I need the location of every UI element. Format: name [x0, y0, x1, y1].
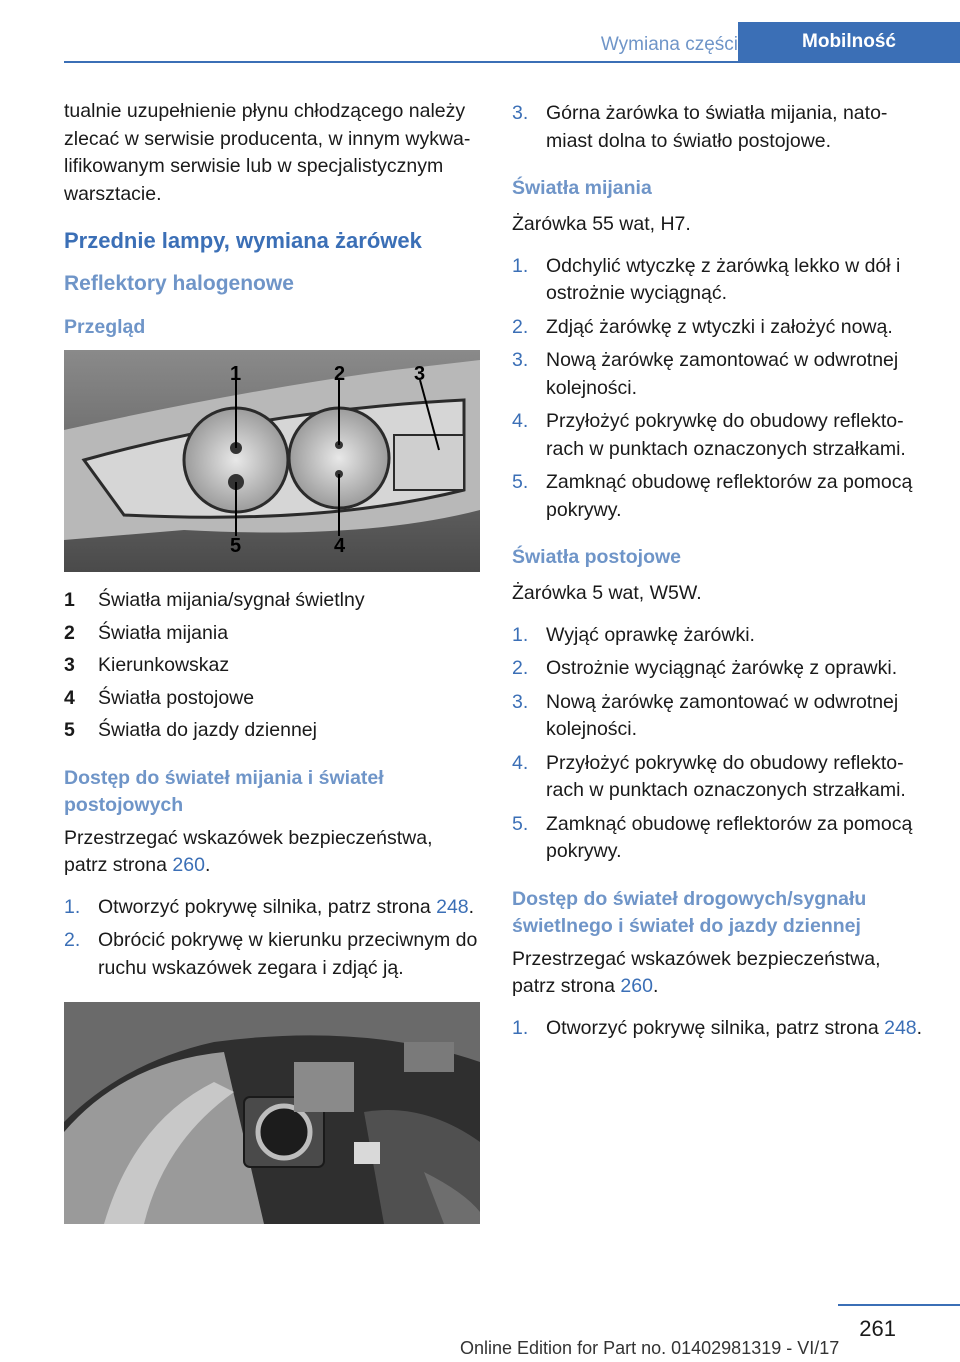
- safety-text: Przestrzegać wskazówek bezpieczeństwa, patrz strona: [64, 826, 433, 876]
- page-link[interactable]: 260: [620, 975, 653, 997]
- step-body: Otworzyć pokrywę silnika, patrz strona: [98, 895, 437, 918]
- parking-light-steps: [512, 622, 926, 866]
- heading-access-low-beam: Dostęp do świateł mijania i świateł postojowych: [64, 766, 384, 816]
- legend-number: 1: [64, 589, 75, 611]
- page-footer: [0, 1300, 960, 1362]
- legend-number: 3: [64, 654, 75, 676]
- legend-number: 5: [64, 719, 75, 741]
- legend-row: [64, 617, 480, 650]
- legend-text: Światła mijania: [98, 621, 229, 644]
- step-number: 5.: [512, 471, 529, 493]
- step-text: Zamknąć obudowę reflektorów za pomocą pokrywy.: [546, 812, 913, 862]
- step-number: 2.: [64, 929, 81, 951]
- safety-note: [64, 825, 480, 880]
- step-number: 1.: [512, 1016, 529, 1039]
- header-chapter-tab: Mobilność: [738, 22, 960, 62]
- legend-row: [64, 584, 480, 617]
- page-link[interactable]: 248: [436, 895, 469, 918]
- header-rule: [64, 61, 960, 63]
- heading-headlights: Przednie lampy, wymiana żarówek: [64, 228, 422, 253]
- low-beam-steps: [512, 253, 926, 525]
- list-item: [512, 408, 926, 463]
- safety-suffix: .: [204, 854, 211, 876]
- step-text: Odchylić wtyczkę z żarówką lekko w dół i ostrożnie wyciągnąć.: [546, 254, 901, 304]
- step-number: 5.: [512, 812, 529, 835]
- list-item: [512, 750, 926, 805]
- step-number: 1.: [512, 623, 529, 646]
- legend-text: Światła do jazdy dziennej: [98, 719, 317, 741]
- list-item: [64, 894, 480, 922]
- step-text: Wyjąć oprawkę żarówki.: [546, 623, 755, 646]
- list-item: [512, 347, 926, 402]
- safety-suffix: .: [652, 975, 659, 997]
- list-item: [512, 469, 926, 524]
- edition-note: Online Edition for Part no. 01402981319 - VI/17: [460, 1338, 840, 1358]
- step-number: 2.: [512, 315, 529, 338]
- step-number: 4.: [512, 410, 529, 432]
- access-steps-continued: [512, 100, 926, 155]
- step-text: Nową żarówkę zamontować w odwrotnej kolejności.: [546, 349, 899, 399]
- legend-row: [64, 682, 480, 715]
- step-text: [546, 1015, 926, 1043]
- step-text: Nową żarówkę zamontować w odwrotnej kolejności.: [546, 690, 899, 740]
- step-suffix: .: [468, 895, 475, 918]
- callout-2: 2: [334, 363, 346, 385]
- step-suffix: .: [916, 1016, 923, 1039]
- heading-access-high-beam: Dostęp do świateł drogowych/sygnału świetlnego i świateł do jazdy dziennej: [512, 887, 867, 937]
- step-number: 3.: [512, 690, 529, 713]
- header-section-title: Wymiana części: [600, 34, 738, 55]
- callout-4: 4: [334, 535, 346, 557]
- list-item: [512, 253, 926, 308]
- list-item: [512, 1015, 926, 1043]
- step-text: [98, 894, 480, 922]
- legend-row: [64, 714, 480, 747]
- legend-number: 2: [64, 621, 75, 644]
- headlight-illustration: [64, 350, 480, 572]
- step-number: 3.: [512, 349, 529, 371]
- page-link[interactable]: 260: [172, 854, 205, 876]
- safety-text: Przestrzegać wskazówek bezpieczeństwa, patrz strona: [512, 947, 881, 997]
- step-number: 1.: [64, 895, 81, 918]
- headlight-diagram: [64, 350, 480, 572]
- access-steps: [64, 894, 480, 983]
- engine-bay-photo: [64, 1002, 480, 1224]
- step-number: 3.: [512, 102, 529, 124]
- intro-paragraph: tualnie uzupełnienie płynu chłodzącego należy zlecać w serwisie producenta, w innym wykwalifikowanym serwisie lub w specjalistycznym warsztacie.: [64, 100, 471, 205]
- parking-bulb-spec: Żarówka 5 wat, W5W.: [512, 582, 702, 604]
- step-text: Obrócić pokrywę w kierunku przeciwnym do ruchu wskazówek zegara i zdjąć ją.: [98, 929, 478, 979]
- step-text: Ostrożnie wyciągnąć żarówkę z oprawki.: [546, 657, 898, 679]
- step-text: Przyłożyć pokrywkę do obudowy reflektorach w punktach oznaczonych strzałkami.: [546, 410, 906, 460]
- step-text: Zamknąć obudowę reflektorów za pomocą pokrywy.: [546, 471, 913, 521]
- legend-text: Światła mijania/sygnał świetlny: [98, 589, 365, 611]
- list-item: [512, 622, 926, 650]
- footer-rule: [838, 1304, 960, 1306]
- list-item: [512, 655, 926, 683]
- step-text: Przyłożyć pokrywkę do obudowy reflektorach w punktach oznaczonych strzałkami.: [546, 751, 906, 801]
- step-text: Górna żarówka to światła mijania, natomiast dolna to światło postojowe.: [546, 102, 888, 152]
- step-body: Otworzyć pokrywę silnika, patrz strona: [546, 1016, 885, 1039]
- page-header: [0, 0, 960, 62]
- page-number: 261: [859, 1316, 896, 1341]
- low-beam-bulb-spec: Żarówka 55 wat, H7.: [512, 213, 691, 235]
- figure-legend: [64, 584, 480, 747]
- high-beam-steps: [512, 1015, 926, 1043]
- legend-number: 4: [64, 686, 75, 709]
- step-text: Zdjąć żarówkę z wtyczki i założyć nową.: [546, 315, 893, 338]
- heading-overview: Przegląd: [64, 316, 146, 338]
- callout-1: 1: [230, 363, 242, 385]
- safety-note: [512, 946, 926, 1001]
- legend-text: Światła postojowe: [98, 686, 255, 709]
- step-number: 2.: [512, 657, 529, 679]
- callout-3: 3: [414, 363, 426, 385]
- legend-row: [64, 649, 480, 682]
- step-number: 1.: [512, 254, 529, 277]
- heading-low-beam: Światła mijania: [512, 177, 652, 199]
- step-number: 4.: [512, 751, 529, 774]
- legend-text: Kierunkowskaz: [98, 654, 230, 676]
- left-column: [64, 98, 480, 1224]
- engine-bay-illustration: [64, 1002, 480, 1224]
- list-item: [64, 927, 480, 982]
- list-item: [512, 689, 926, 744]
- list-item: [512, 811, 926, 866]
- list-item: [512, 314, 926, 342]
- callout-5: 5: [230, 535, 242, 557]
- heading-halogen: Reflektory halogenowe: [64, 272, 294, 295]
- list-item: [512, 100, 926, 155]
- right-column: [512, 100, 926, 1056]
- heading-parking-light: Światła postojowe: [512, 546, 682, 568]
- page-link[interactable]: 248: [884, 1016, 917, 1039]
